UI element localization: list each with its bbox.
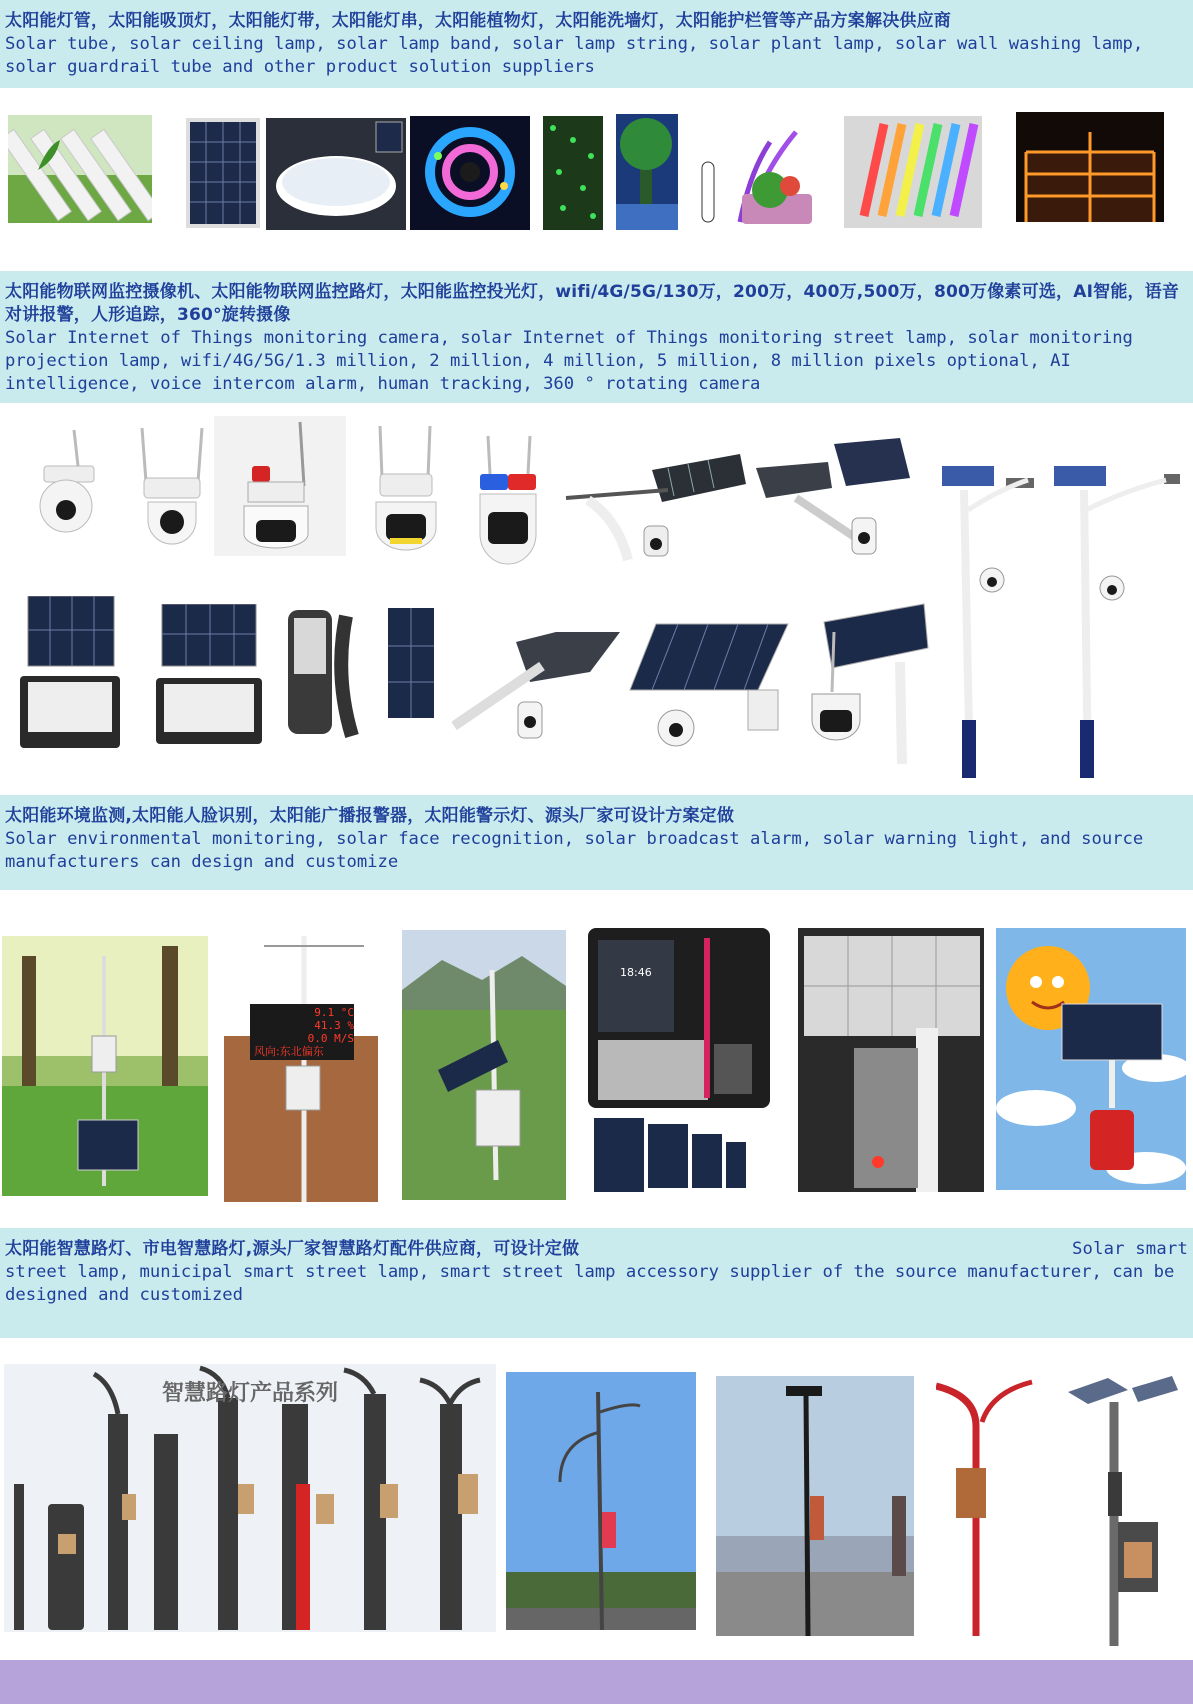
smart-street-lamp-series-photo: [4, 1364, 496, 1632]
solar-broadcast-alarm-photo: [798, 928, 984, 1192]
smart-street-lamp-road-photo: [716, 1376, 914, 1636]
weather-station-forest-photo: [2, 936, 208, 1196]
solar-monitoring-pole-photo-1: [940, 460, 1060, 778]
solar-panel-photo: [186, 118, 260, 228]
section-1-title-zh: 太阳能灯管，太阳能吸顶灯，太阳能灯带，太阳能灯串，太阳能植物灯，太阳能洗墙灯，太阳能护栏管等产品方案解决供应商: [5, 11, 951, 31]
section-2-title-zh: 太阳能物联网监控摄像机、太阳能物联网监控路灯，太阳能监控投光灯，wifi/4G/5G/130万，200万，400万,500万，800万像素可选，AI智能，语音对讲报警，人形追踪，360°旋转摄像: [5, 282, 1180, 325]
section-3-header: [0, 795, 1193, 890]
section-4-title-en-start: Solar smart: [1071, 1239, 1188, 1259]
weather-temp: 9.1 °C: [314, 1006, 354, 1019]
wifi-camera-photo-1: [14, 426, 104, 542]
solar-monitoring-pole-photo-2: [1052, 460, 1182, 778]
face-recognition-terminal-photo: [586, 928, 772, 1198]
solar-tube-photo: [8, 115, 152, 223]
solar-flood-light-photo-1: [18, 596, 126, 752]
red-smart-street-lamp-photo: [936, 1372, 1036, 1636]
section-2-header: [0, 271, 1193, 403]
weather-station-display-photo: [224, 926, 378, 1202]
weather-wind-speed: 0.0 M/S: [307, 1032, 354, 1045]
section-4-title-zh: [5, 1238, 1188, 1261]
alarm-camera-photo: [214, 416, 346, 556]
solar-pole-camera-photo: [804, 602, 932, 764]
smart-street-lamp-series-title: 智慧路灯产品系列: [161, 1381, 338, 1406]
solar-warning-light-photo: [996, 928, 1186, 1190]
solar-street-lamp-camera-photo-3: [452, 626, 624, 752]
section-4-title-en: street lamp, municipal smart street lamp, smart street lamp accessory supplier of the source manufacturer, can be designed and customized: [5, 1262, 1175, 1305]
solar-street-lamp-camera-photo-2: [756, 438, 918, 564]
solar-street-lamp-camera-photo-1: [558, 440, 750, 572]
solar-ceiling-lamp-photo: [266, 118, 406, 230]
section-4-title-zh-text: 太阳能智慧路灯、市电智慧路灯,源头厂家智慧路灯配件供应商，可设计定做: [5, 1239, 580, 1259]
section-2-title-en: Solar Internet of Things monitoring camera, solar Internet of Things monitoring street lamp, solar monitoring projection lamp, wifi/4G/5G/1.3 million, 2 million, 4 million, 5 million, 8 million pixels optional, AI intelligence, voice intercom alarm, human tracking, 360 ° rotating camera: [5, 328, 1133, 394]
solar-plant-lamp-photo: [700, 122, 826, 234]
terminal-clock: 18:46: [620, 966, 652, 979]
weather-humidity: 41.3 %: [314, 1019, 354, 1032]
solar-wall-lamp-photo: [286, 606, 440, 742]
section-1-header: [0, 0, 1193, 88]
solar-guardrail-tube-photo: [1016, 112, 1164, 222]
solar-lamp-band-photo: [410, 116, 530, 230]
weather-readout: [254, 1006, 354, 1058]
police-light-camera-photo: [474, 434, 542, 574]
gray-smart-street-lamp-photo: [1058, 1372, 1186, 1646]
weather-station-field-photo: [402, 930, 566, 1200]
solar-panel-camera-photo: [628, 620, 790, 752]
solar-wall-washing-lamp-photo: [844, 116, 982, 228]
solar-plant-tree-photo: [616, 114, 678, 230]
ptz-camera-photo: [360, 418, 452, 558]
section-1-title-en: Solar tube, solar ceiling lamp, solar lamp band, solar lamp string, solar plant lamp, solar wall washing lamp, solar guardrail tube and other product solution suppliers: [5, 34, 1144, 77]
solar-flood-light-photo-2: [154, 604, 264, 748]
solar-lamp-string-photo: [543, 116, 603, 230]
section-4-header: [0, 1228, 1193, 1338]
smart-street-lamp-sky-photo: [506, 1372, 696, 1630]
section-3-title-zh: 太阳能环境监测,太阳能人脸识别，太阳能广播报警器，太阳能警示灯、源头厂家可设计方案定做: [5, 806, 735, 826]
weather-wind-direction: 风向:东北偏东: [254, 1045, 324, 1058]
wifi-camera-photo-2: [134, 422, 210, 550]
footer-bar: [0, 1660, 1193, 1704]
section-3-title-en: Solar environmental monitoring, solar face recognition, solar broadcast alarm, solar warning light, and source manufacturers can design and customize: [5, 829, 1144, 872]
